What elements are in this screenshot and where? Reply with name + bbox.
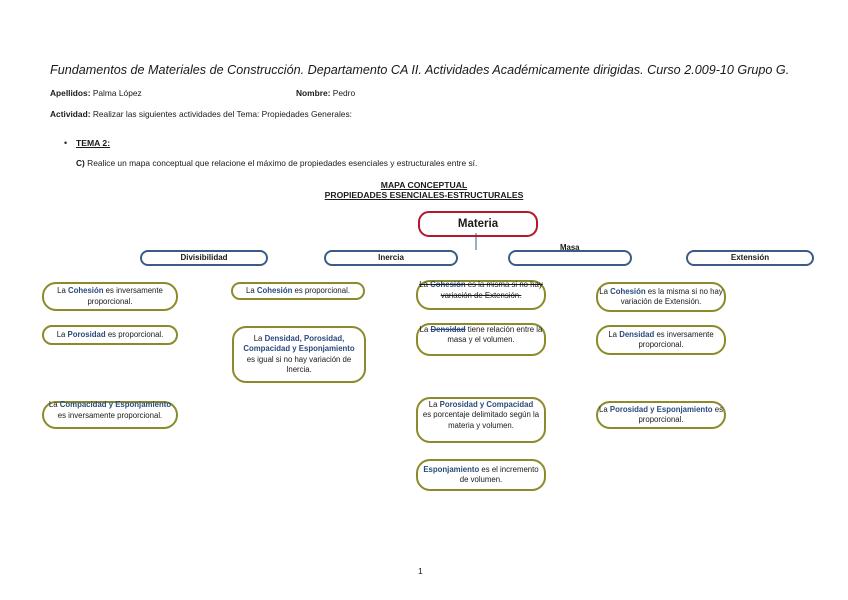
- task-text: Realice un mapa conceptual que relacione el máximo de propiedades esenciales y estructurales entre sí.: [87, 158, 478, 168]
- concept-node: La Cohesión es proporcional.: [231, 282, 365, 300]
- bullet-icon: •: [64, 138, 68, 148]
- nombre-label: Nombre:: [296, 88, 331, 98]
- concept-node: La Densidad es inversamente proporcional.: [596, 325, 726, 355]
- concept-node: La Porosidad y Compacidad es porcentaje delimitado según la materia y volumen.: [416, 397, 546, 443]
- apellidos-label: Apellidos:: [50, 88, 91, 98]
- tema-label: TEMA 2:: [76, 138, 111, 148]
- category-inercia: Inercia: [324, 250, 458, 266]
- map-title: MAPA CONCEPTUAL: [380, 180, 468, 190]
- concept-node: La Porosidad es proporcional.: [42, 325, 178, 345]
- actividad-value: Realizar las siguientes actividades del Tema: Propiedades Generales:: [92, 109, 352, 119]
- category-masa: [508, 250, 632, 266]
- page-number: 1: [418, 566, 423, 576]
- category-extension: Extensión: [686, 250, 814, 266]
- concept-node: La Densidad tiene relación entre la masa y el volumen.: [416, 323, 546, 356]
- task-letter: C): [76, 158, 85, 168]
- document-heading: Fundamentos de Materiales de Construcción. Departamento CA II. Actividades Académicamente dirigidas. Curso 2.009-10 Grupo G.: [50, 63, 790, 77]
- apellidos-value: Palma López: [92, 88, 142, 98]
- concept-node: Esponjamiento es el incremento de volumen.: [416, 459, 546, 491]
- concept-node: La Densidad, Porosidad, Compacidad y Esponjamiento es igual si no hay variación de Inercia.: [232, 326, 366, 383]
- category-masa-label: Masa: [560, 243, 580, 252]
- map-subtitle: PROPIEDADES ESENCIALES-ESTRUCTURALES: [324, 190, 524, 200]
- concept-node: La Compacidad y Esponjamiento es inversamente proporcional.: [42, 401, 178, 429]
- nombre-value: Pedro: [332, 88, 356, 98]
- actividad-label: Actividad:: [50, 109, 91, 119]
- concept-node: La Cohesión es la misma si no hay variación de Extensión.: [596, 282, 726, 312]
- concept-node: La Cohesión es la misma si no hay variación de Extensión.: [416, 280, 546, 310]
- root-node: Materia: [418, 211, 538, 237]
- concept-node: La Cohesión es inversamente proporcional.: [42, 282, 178, 311]
- concept-node: La Porosidad y Esponjamiento es proporcional.: [596, 401, 726, 429]
- category-divisibilidad: Divisibilidad: [140, 250, 268, 266]
